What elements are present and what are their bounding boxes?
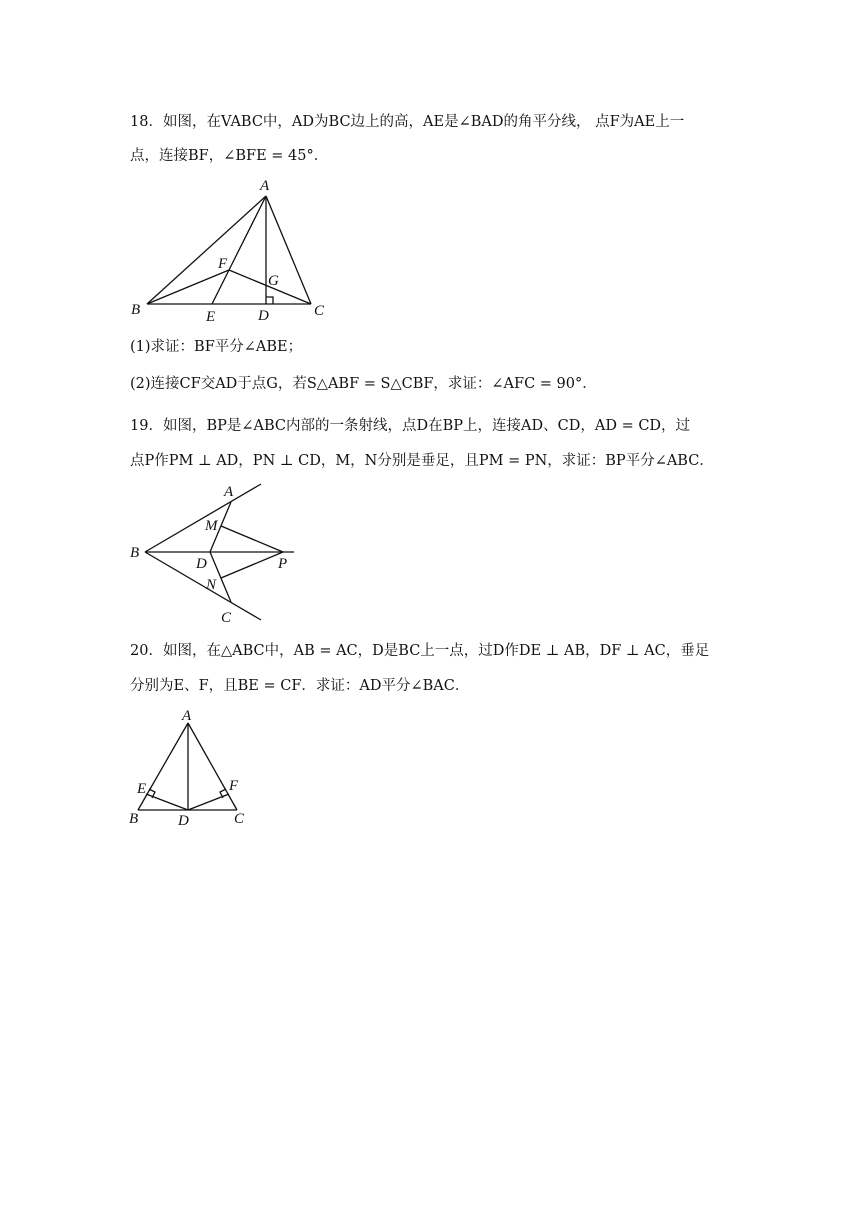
- label-N: N: [206, 577, 217, 593]
- segment-BF: [147, 270, 229, 304]
- problem-19-line-1: [130, 416, 690, 436]
- label-F: F: [229, 778, 239, 794]
- label-C: C: [234, 811, 245, 827]
- label-D: D: [258, 308, 269, 324]
- label-B: B: [129, 811, 139, 827]
- ray-BA: [145, 484, 261, 552]
- label-A: A: [224, 484, 234, 500]
- label-C: C: [314, 303, 325, 319]
- label-E: E: [206, 309, 216, 325]
- label-D: D: [196, 556, 207, 572]
- label-D: D: [178, 813, 189, 829]
- segment-AB: [147, 196, 266, 304]
- segment-PM: [221, 526, 283, 552]
- label-E: E: [137, 781, 147, 797]
- label-G: G: [268, 273, 279, 289]
- problem-18-number: 18．: [130, 114, 163, 130]
- label-F: F: [218, 256, 228, 272]
- problem-20-text-1: 如图，在△ABC中，AB = AC，D是BC上一点，过D作DE ⊥ AB，DF ⊥ AC，垂足: [162, 643, 710, 659]
- problem-18-part-2: (2)连接CF交AD于点G，若S△ABF = S△CBF，求证：∠AFC = 90°．: [130, 376, 597, 392]
- label-B: B: [130, 545, 140, 561]
- label-P: P: [278, 556, 288, 572]
- problem-19-number: 19．: [130, 418, 163, 434]
- segment-PN: [221, 552, 283, 578]
- label-M: M: [205, 518, 218, 534]
- right-angle-D: [266, 297, 273, 304]
- segment-AE: [212, 196, 266, 304]
- label-B: B: [131, 302, 141, 318]
- problem-18-line-2: 点，连接BF，∠BFE = 45°．: [130, 148, 329, 164]
- figure-18: [128, 176, 338, 326]
- problem-20-line-1: [130, 641, 709, 661]
- label-A: A: [182, 708, 192, 724]
- problem-19-line-2: 点P作PM ⊥ AD，PN ⊥ CD，M，N分别是垂足，且PM = PN，求证：BP平分∠ABC．: [130, 453, 714, 469]
- problem-20-number: 20．: [130, 643, 163, 659]
- label-A: A: [260, 178, 270, 194]
- problem-19-text-1: 如图，BP是∠ABC内部的一条射线，点D在BP上，连接AD、CD，AD = CD，过: [162, 418, 691, 434]
- problem-18-part-1: (1)求证：BF平分∠ABE；: [130, 339, 303, 355]
- problem-18-line-1: [130, 112, 684, 132]
- problem-18-text-1: 如图，在VABC中，AD为BC边上的高，AE是∠BAD的角平分线， 点F为AE上一: [162, 114, 685, 130]
- segment-AC: [188, 723, 237, 810]
- label-C: C: [221, 610, 232, 626]
- figure-20: [128, 706, 258, 831]
- problem-20-line-2: 分别为E、F，且BE = CF．求证：AD平分∠BAC．: [130, 678, 470, 694]
- figure-19: [128, 480, 308, 630]
